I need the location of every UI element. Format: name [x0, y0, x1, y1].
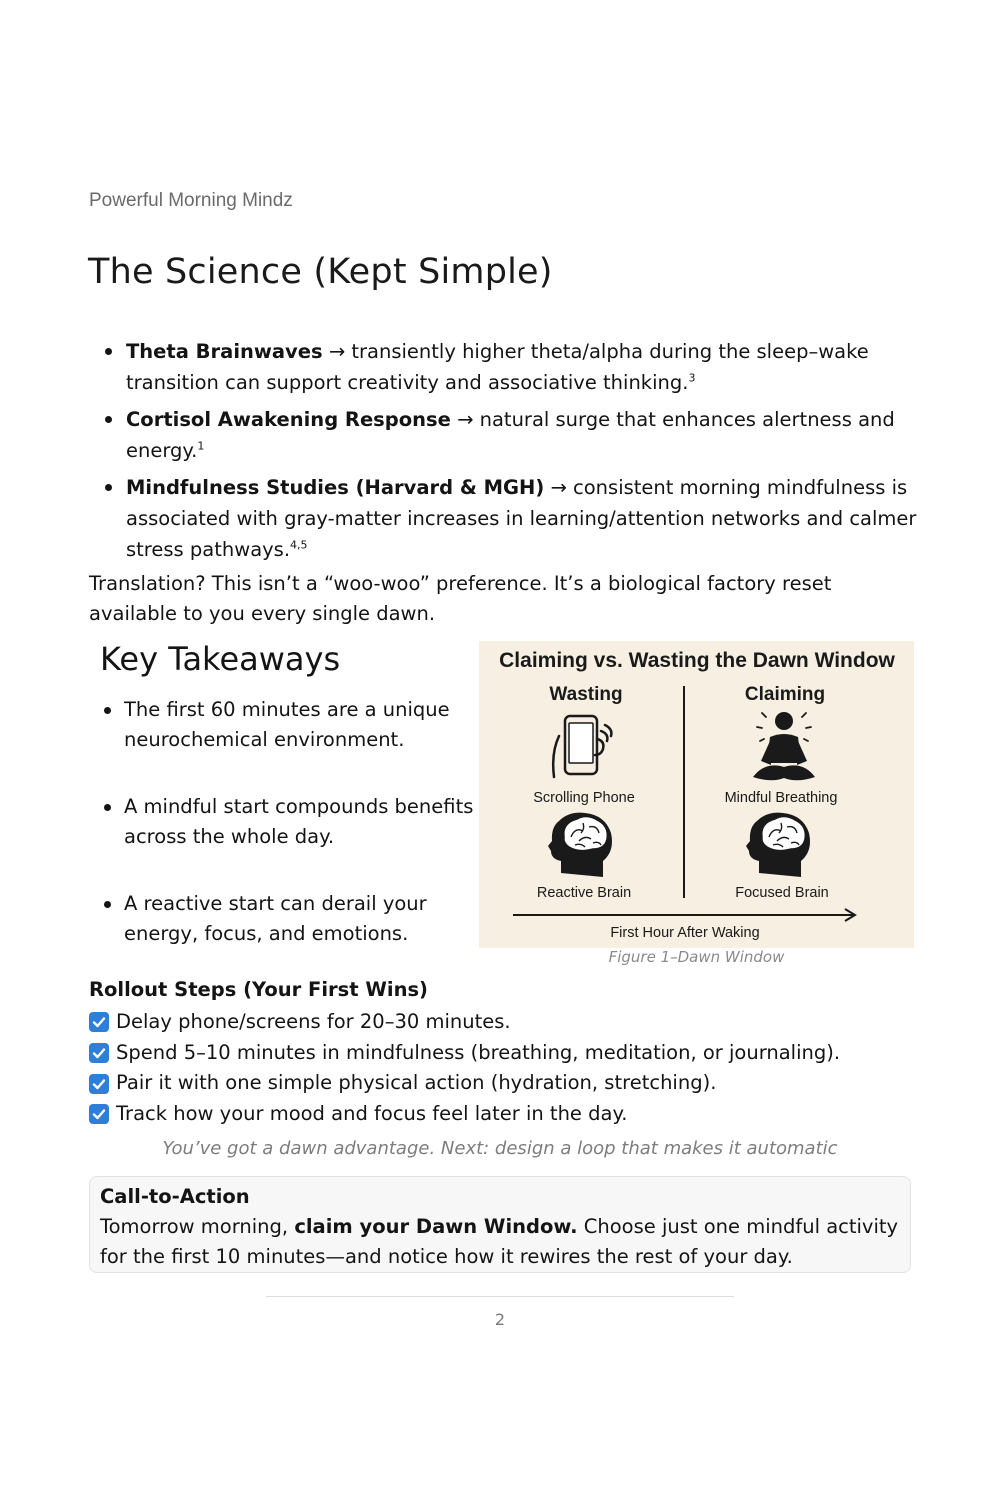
time-axis-label: First Hour After Waking — [610, 925, 760, 941]
cta-body — [100, 1212, 900, 1272]
science-item-term: Mindfulness Studies (Harvard & MGH) — [126, 476, 545, 499]
science-item-text: natural surge that enhances alertness and energy. — [126, 408, 895, 462]
footer-divider — [266, 1296, 734, 1297]
page-number: 2 — [494, 1310, 506, 1329]
takeaways-list — [88, 695, 504, 986]
science-item-text: transiently higher theta/alpha during the sleep–wake transition can support creativity and associative thinking. — [126, 340, 869, 394]
checkbox-checked-icon — [89, 1043, 109, 1063]
rollout-step — [89, 1068, 840, 1099]
wasting-heading: Wasting — [549, 684, 623, 705]
brain-head-icon — [548, 813, 612, 877]
rollout-step — [89, 1007, 840, 1038]
takeaway-item: A mindful start compounds benefits across the whole day. — [124, 792, 504, 852]
meditation-icon — [753, 712, 815, 780]
phone-icon — [553, 716, 611, 777]
rollout-step-text: Spend 5–10 minutes in mindfulness (breathing, meditation, or journaling). — [116, 1040, 841, 1064]
dawn-window-diagram — [479, 641, 914, 948]
cta-lead: Tomorrow morning, — [100, 1215, 289, 1238]
focused-brain-label: Focused Brain — [735, 885, 829, 901]
arrow-icon: → — [457, 408, 474, 431]
brain-head-icon — [746, 813, 810, 877]
arrow-icon: → — [328, 340, 346, 363]
mindful-breathing-label: Mindful Breathing — [724, 790, 838, 806]
claiming-heading: Claiming — [744, 684, 826, 705]
checkbox-checked-icon — [89, 1104, 109, 1124]
rollout-step — [89, 1099, 840, 1130]
rollout-step-text: Track how your mood and focus feel later in the day. — [116, 1102, 628, 1126]
scrolling-phone-label: Scrolling Phone — [533, 790, 635, 806]
science-item-text: consistent morning mindfulness is associated with gray-matter increases in learning/attention networks and calmer stress pathways. — [126, 476, 917, 561]
reactive-brain-label: Reactive Brain — [536, 885, 632, 901]
science-item — [126, 404, 956, 466]
footnote-ref: 3 — [688, 371, 696, 385]
science-item — [126, 472, 956, 565]
figure-title: Claiming vs. Wasting the Dawn Window — [499, 649, 895, 672]
takeaway-item: The first 60 minutes are a unique neurochemical environment. — [124, 695, 504, 755]
science-item — [126, 336, 956, 398]
rollout-step — [89, 1038, 840, 1069]
science-item-term: Cortisol Awakening Response — [126, 408, 451, 431]
running-header: Powerful Morning Mindz — [89, 190, 293, 211]
arrow-icon: → — [550, 476, 567, 499]
checkbox-checked-icon — [89, 1074, 109, 1094]
cta-emphasis: claim your Dawn Window. — [294, 1215, 578, 1238]
figure-caption: Figure 1–Dawn Window — [608, 948, 785, 966]
section-title: The Science (Kept Simple) — [88, 252, 553, 292]
cta-title: Call-to-Action — [100, 1185, 250, 1208]
takeaways-title: Key Takeaways — [100, 640, 341, 678]
footnote-ref: 4,5 — [290, 538, 308, 552]
science-item-term: Theta Brainwaves — [126, 340, 323, 363]
rollout-step-text: Pair it with one simple physical action (hydration, stretching). — [116, 1071, 717, 1095]
rollout-steps — [89, 1007, 840, 1130]
dawn-window-figure — [479, 641, 914, 948]
rollout-title: Rollout Steps (Your First Wins) — [89, 978, 428, 1001]
cta-rest: Choose just one mindful activity for the first 10 minutes—and notice how it rewires the rest of your day. — [100, 1215, 899, 1268]
call-to-action-box — [89, 1176, 911, 1273]
time-axis-arrow — [513, 909, 855, 921]
checkbox-checked-icon — [89, 1012, 109, 1032]
footnote-ref: 1 — [197, 439, 205, 453]
next-teaser: You’ve got a dawn advantage. Next: design a loop that makes it automatic — [162, 1138, 838, 1159]
takeaway-item: A reactive start can derail your energy, focus, and emotions. — [124, 889, 504, 949]
science-list — [88, 336, 956, 571]
translation-paragraph: Translation? This isn’t a “woo-woo” preference. It’s a biological factory reset available to you every single dawn. — [89, 572, 832, 625]
rollout-step-text: Delay phone/screens for 20–30 minutes. — [116, 1010, 511, 1033]
